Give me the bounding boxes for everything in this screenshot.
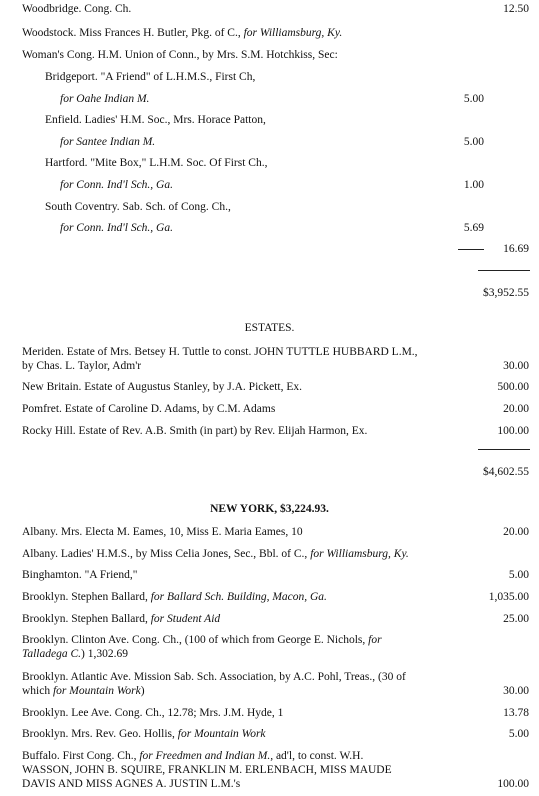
- amount-binghamton: 5.00: [508, 569, 529, 581]
- entry-bridgeport-purpose: for Oahe Indian M.: [60, 93, 150, 105]
- amount-woodbridge: 12.50: [503, 3, 529, 15]
- amount-subtotal: 16.69: [503, 243, 529, 255]
- entry-south-coventry-purpose: for Conn. Ind'l Sch., Ga.: [60, 222, 173, 234]
- amount-south-coventry: 5.69: [463, 222, 484, 234]
- entry-woodbridge: Woodbridge. Cong. Ch.: [22, 3, 132, 15]
- entry-woodstock: Woodstock. Miss Frances H. Butler, Pkg. of C., for Williamsburg, Ky.: [22, 27, 343, 39]
- subtotal-dash: [458, 249, 484, 250]
- entry-brooklyn-6: Brooklyn. Mrs. Rev. Geo. Hollis, for Mountain Work: [22, 728, 266, 740]
- entry-buffalo-line2: WASSON, JOHN B. SQUIRE, FRANKLIN M. ERLENBACH, MISS MAUDE: [22, 764, 392, 776]
- amount-albany-1: 20.00: [503, 526, 529, 538]
- amount-rocky-hill: 100.00: [497, 425, 529, 437]
- entry-brooklyn-1: Brooklyn. Stephen Ballard, for Ballard Sch. Building, Macon, Ga.: [22, 591, 327, 603]
- amount-total-2: $4,602.55: [483, 466, 529, 478]
- amount-brooklyn-5: 13.78: [503, 707, 529, 719]
- entry-albany-1: Albany. Mrs. Electa M. Eames, 10, Miss E. Maria Eames, 10: [22, 526, 303, 538]
- amount-new-britain: 500.00: [497, 381, 529, 393]
- entry-buffalo-line3: DAVIS AND MISS AGNES A. JUSTIN L.M.'s: [22, 778, 241, 790]
- new-york-heading: NEW YORK, $3,224.93.: [210, 503, 329, 515]
- estates-heading: ESTATES.: [244, 322, 295, 334]
- entry-hartford: Hartford. "Mite Box," L.H.M. Soc. Of First Ch.,: [45, 157, 268, 169]
- entry-rocky-hill: Rocky Hill. Estate of Rev. A.B. Smith (in part) by Rev. Elijah Harmon, Ex.: [22, 425, 368, 437]
- entry-brooklyn-2: Brooklyn. Stephen Ballard, for Student Aid: [22, 613, 221, 625]
- amount-brooklyn-1: 1,035.00: [488, 591, 529, 603]
- entry-brooklyn-3: Brooklyn. Clinton Ave. Cong. Ch., (100 of which from George E. Nichols, for: [22, 634, 382, 646]
- entry-enfield: Enfield. Ladies' H.M. Soc., Mrs. Horace Patton,: [45, 114, 266, 126]
- total-rule-2: [478, 449, 530, 450]
- amount-hartford: 1.00: [463, 179, 484, 191]
- entry-meriden-line2: by Chas. L. Taylor, Adm'r: [22, 360, 142, 372]
- entry-brooklyn-3-line2: Talladega C.) 1,302.69: [22, 648, 128, 660]
- entry-hartford-purpose: for Conn. Ind'l Sch., Ga.: [60, 179, 173, 191]
- total-rule-1: [478, 270, 530, 271]
- amount-meriden: 30.00: [503, 360, 529, 372]
- entry-new-britain: New Britain. Estate of Augustus Stanley, by J.A. Pickett, Ex.: [22, 381, 303, 393]
- entry-albany-2: Albany. Ladies' H.M.S., by Miss Celia Jones, Sec., Bbl. of C., for Williamsburg, Ky.: [22, 548, 409, 560]
- amount-pomfret: 20.00: [503, 403, 529, 415]
- entry-buffalo: Buffalo. First Cong. Ch., for Freedmen and Indian M., ad'l, to const. W.H.: [22, 750, 364, 762]
- entry-binghamton: Binghamton. "A Friend,": [22, 569, 138, 581]
- amount-brooklyn-4: 30.00: [503, 685, 529, 697]
- amount-total-1: $3,952.55: [483, 287, 529, 299]
- entry-enfield-purpose: for Santee Indian M.: [60, 136, 156, 148]
- amount-buffalo: 100.00: [497, 778, 529, 790]
- entry-bridgeport: Bridgeport. "A Friend" of L.H.M.S., First Ch,: [45, 71, 256, 83]
- entry-womans-union: Woman's Cong. H.M. Union of Conn., by Mrs. S.M. Hotchkiss, Sec:: [22, 49, 338, 61]
- entry-south-coventry: South Coventry. Sab. Sch. of Cong. Ch.,: [45, 201, 231, 213]
- entry-brooklyn-4-line2: which for Mountain Work): [22, 685, 145, 697]
- amount-brooklyn-2: 25.00: [503, 613, 529, 625]
- amount-bridgeport: 5.00: [463, 93, 484, 105]
- entry-meriden: Meriden. Estate of Mrs. Betsey H. Tuttle to const. JOHN TUTTLE HUBBARD L.M.,: [22, 346, 418, 358]
- entry-brooklyn-4: Brooklyn. Atlantic Ave. Mission Sab. Sch. Association, by A.C. Pohl, Treas., (30 of: [22, 671, 406, 683]
- amount-enfield: 5.00: [463, 136, 484, 148]
- amount-brooklyn-6: 5.00: [508, 728, 529, 740]
- entry-pomfret: Pomfret. Estate of Caroline D. Adams, by C.M. Adams: [22, 403, 276, 415]
- entry-brooklyn-5: Brooklyn. Lee Ave. Cong. Ch., 12.78; Mrs. J.M. Hyde, 1: [22, 707, 284, 719]
